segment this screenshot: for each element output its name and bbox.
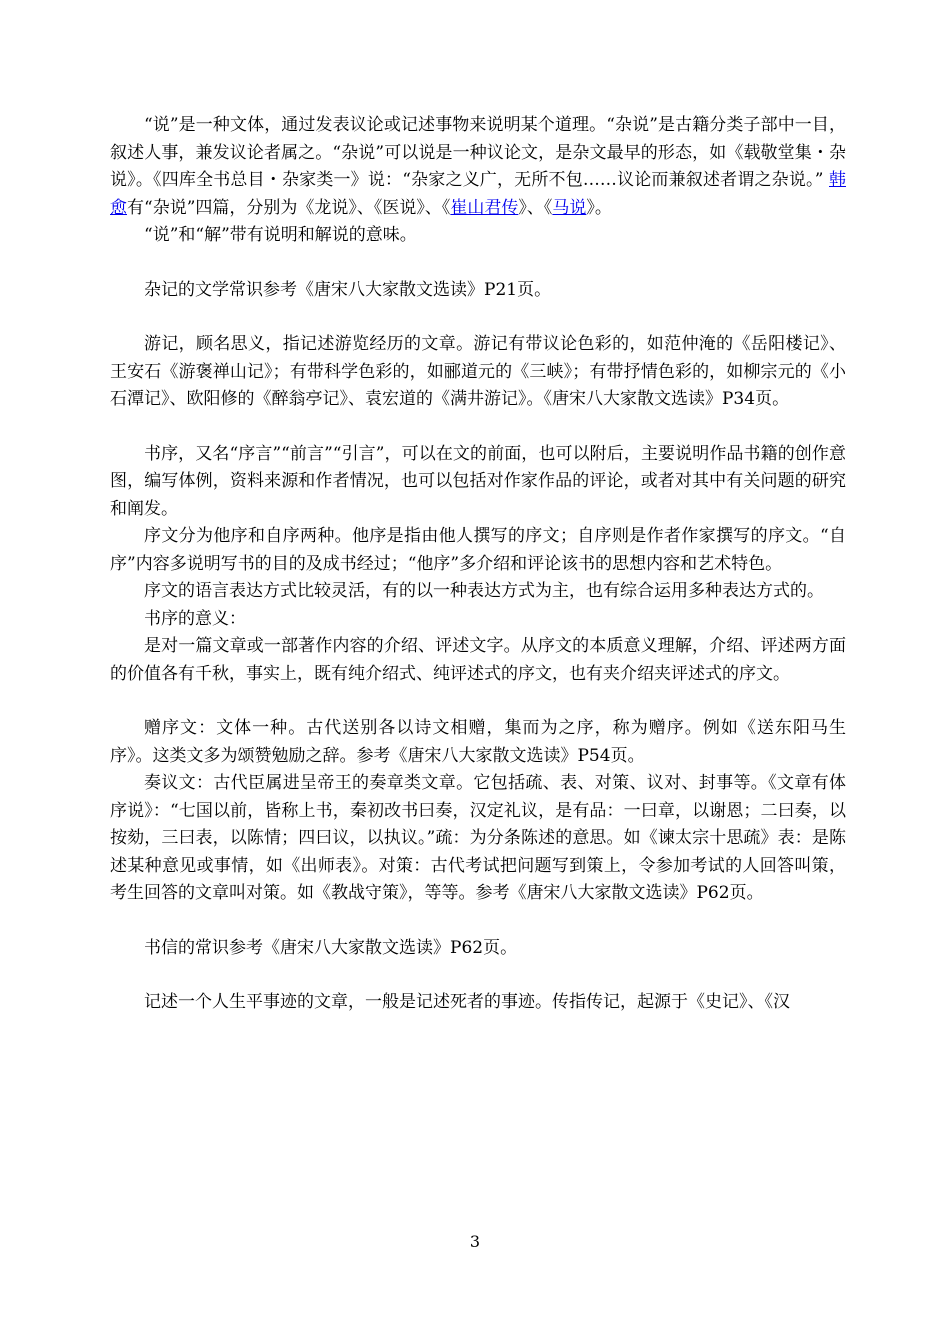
paragraph-xuwen-types: 序文分为他序和自序两种。他序是指由他人撰写的序文；自序则是作者作家撰写的序文。“自序”内容多说明写书的目的及成书经过；“他序”多介绍和评论该书的思想内容和艺术特色。 xyxy=(110,526,846,574)
text-run: 有“杂说”四篇，分别为《龙说》、《医说》、《 xyxy=(127,197,451,218)
paragraph-zouyi: 奏议文：古代臣属进呈帝王的奏章类文章。它包括疏、表、对策、议对、封事等。《文章有体序说》：“七国以前，皆称上书，秦初改书曰奏，汉定礼议，是有品：一曰章，以谢恩；二曰奏，以按劾，三曰表，以陈情；四曰议，以执议。”疏：为分条陈述的意思。如《谏太宗十思疏》表：是陈述某种意见或事情，如《出师表》。对策：古代考试把问题写到策上，令参加考试的人回答叫策，考生回答的文章叫对策。如《教战守策》，等等。参考《唐宋八大家散文选读》P62页。 xyxy=(110,773,846,903)
paragraph-zaji: 杂记的文学常识参考《唐宋八大家散文选读》P21页。 xyxy=(144,279,552,300)
paragraph-shuo-jie: “说”和“解”带有说明和解说的意味。 xyxy=(144,225,417,245)
text-run: “说”是一种文体，通过发表议论或记述事物来说明某个道理。“杂说”是古籍分类子部中一目，叙述人事，兼发议论者属之。“杂说”可以说是一种议论文，是杂文最早的形态，如《载敬堂集・杂说》。《四库全书总目・杂家类一》说：“杂家之义广，无所不包……议论而兼叙述者谓之杂说。” xyxy=(110,115,846,190)
link-cuishanjunzhuan[interactable]: 崔山君传 xyxy=(450,197,519,218)
paragraph-zengxu: 赠序文：文体一种。古代送别各以诗文相赠，集而为之序，称为赠序。例如《送东阳马生序》。这类文多为颂赞勉励之辞。参考《唐宋八大家散文选读》P54页。 xyxy=(110,718,846,766)
paragraph-shuxu: 书序，又名“序言”“前言”“引言”，可以在文的前面，也可以附后，主要说明作品书籍的创作意图，编写体例，资料来源和作者情况，也可以包括对作家作品的评论，或者对其中有关问题的研究和阐发。 xyxy=(110,443,846,519)
document-body xyxy=(110,112,846,1017)
paragraph-shuo xyxy=(110,112,846,222)
paragraph-youji: 游记，顾名思义，指记述游览经历的文章。游记有带议论色彩的，如范仲淹的《岳阳楼记》、王安石《游褒禅山记》；有带科学色彩的，如郦道元的《三峡》；有带抒情色彩的，如柳宗元的《小石潭记》、欧阳修的《醉翁亭记》、袁宏道的《满井游记》。《唐宋八大家散文选读》P34页。 xyxy=(110,334,846,409)
paragraph-shuxu-meaning-heading: 书序的意义： xyxy=(144,608,246,629)
paragraph-xuwen-language: 序文的语言表达方式比较灵活，有的以一种表达方式为主，也有综合运用多种表达方式的。 xyxy=(144,581,824,601)
paragraph-shuxin: 书信的常识参考《唐宋八大家散文选读》P62页。 xyxy=(144,937,518,958)
text-run: 》、《 xyxy=(518,197,553,218)
paragraph-zhuan: 记述一个人生平事迹的文章，一般是记述死者的事迹。传指传记，起源于《史记》、《汉 xyxy=(144,992,790,1012)
text-run: 》。 xyxy=(586,197,612,218)
link-mashuo[interactable]: 马说 xyxy=(552,197,587,218)
paragraph-shuxu-meaning: 是对一篇文章或一部著作内容的介绍、评述文字。从序文的本质意义理解，介绍、评述两方面的价值各有千秋，事实上，既有纯介绍式、纯评述式的序文，也有夹介绍夹评述式的序文。 xyxy=(110,636,846,684)
link-hanyu[interactable]: 韩愈 xyxy=(110,170,846,218)
page-number: 3 xyxy=(469,1232,481,1251)
